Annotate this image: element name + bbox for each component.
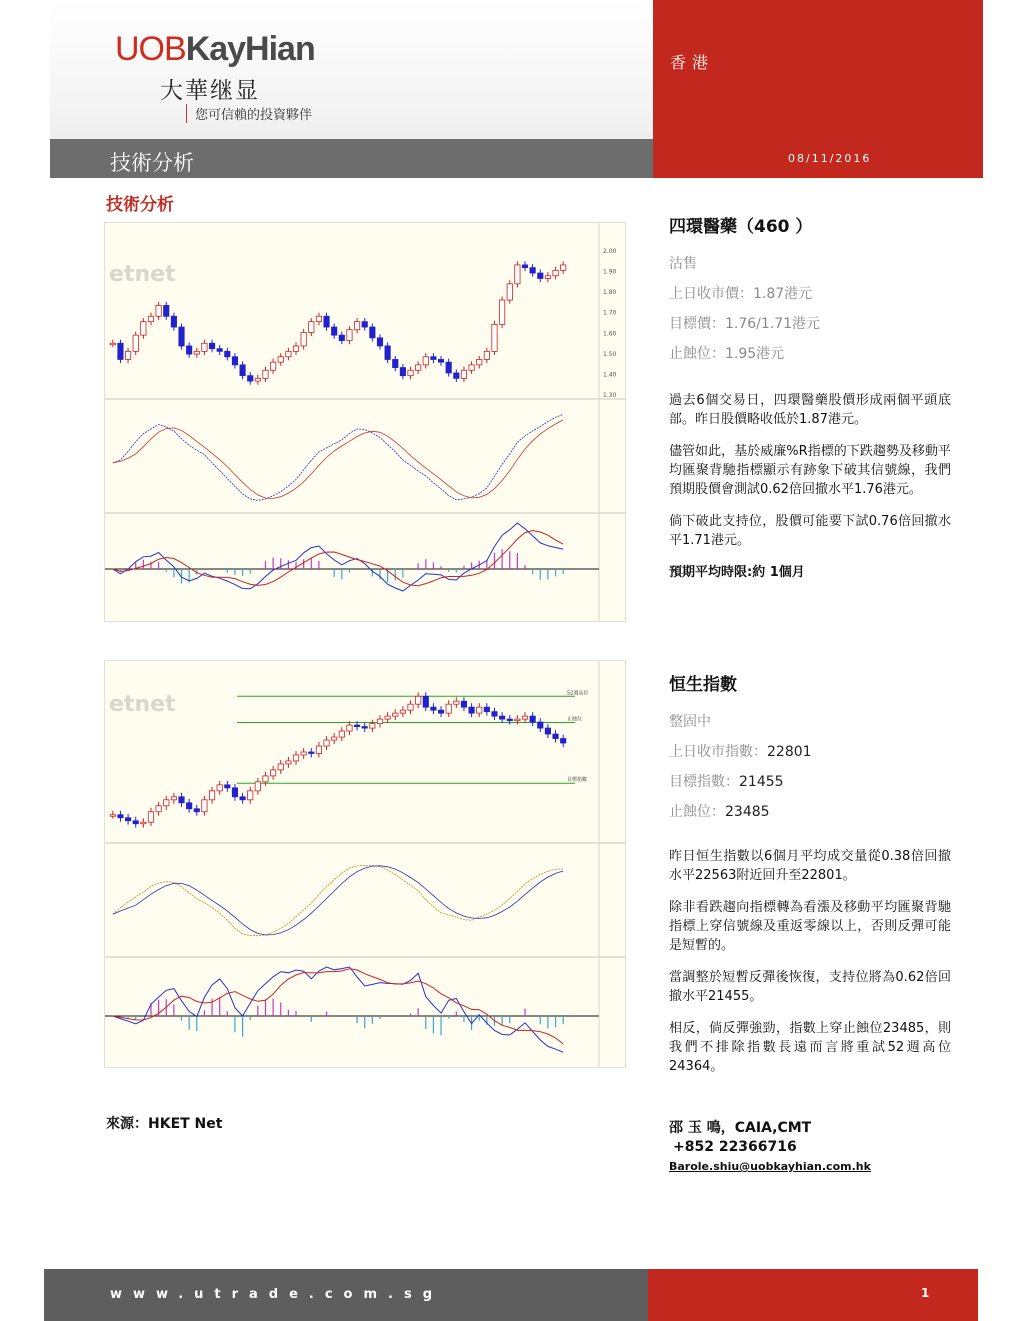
candle-body <box>492 324 497 351</box>
stock1-target <box>669 309 951 339</box>
logo-chinese-name: 大華继显 <box>160 78 260 104</box>
stock1-panel <box>669 212 951 595</box>
candle-body <box>225 351 230 356</box>
stock1-close-label: 上日收市價： <box>669 286 753 302</box>
stock2-target-value: 21455 <box>739 774 784 790</box>
candle-body <box>538 273 543 278</box>
y-tick-label: 1.80 <box>603 289 617 297</box>
candle-body <box>545 728 550 734</box>
candle-body <box>354 725 359 727</box>
candle-body <box>156 806 161 812</box>
logo-tagline: 您可信賴的投資夥伴 <box>186 104 312 123</box>
candle-body <box>561 265 566 270</box>
stock2-paragraph-2: 除非看跌趨向指標轉為看漲及移動平均匯聚背馳指標上穿信號線及重返零線以上，否則反彈可能是短暫的。 <box>669 900 951 953</box>
candle-body <box>125 351 130 359</box>
candle-body <box>225 785 230 788</box>
candle-body <box>561 739 566 743</box>
candle-body <box>332 327 337 335</box>
candle-body <box>530 716 535 722</box>
candle-body <box>454 373 459 378</box>
candle-body <box>217 349 222 352</box>
analyst-email-link[interactable]: Barole.shiu@uobkayhian.com.hk <box>669 1160 871 1173</box>
left-section-title: 技術分析 <box>106 195 174 215</box>
candle-body <box>186 803 191 809</box>
macd-line <box>113 967 563 1052</box>
candle-body <box>538 722 543 728</box>
candle-body <box>431 357 436 360</box>
candle-body <box>248 376 253 381</box>
candle-body <box>522 716 527 719</box>
candle-body <box>141 822 146 824</box>
candle-body <box>530 268 535 273</box>
candle-body <box>553 270 558 275</box>
stock2-rating: 整固中 <box>669 714 711 730</box>
macd-signal-line <box>113 969 563 1044</box>
candle-body <box>461 370 466 378</box>
candle-body <box>400 710 405 713</box>
analyst-name: 邵 玉 鳴，CAIA,CMT <box>669 1120 812 1136</box>
candle-body <box>186 346 191 354</box>
stock1-paragraph-3: 倘下破此支持位，股價可能要下試0.76倍回撤水平1.71港元。 <box>669 514 951 548</box>
candle-body <box>499 716 504 719</box>
candle-body <box>339 335 344 340</box>
candle-body <box>347 330 352 341</box>
candle-body <box>446 704 451 713</box>
candle-body <box>248 791 253 800</box>
candle-body <box>347 725 352 731</box>
candle-body <box>118 343 123 359</box>
y-tick-label: 2.00 <box>603 248 617 255</box>
stock2-panel <box>669 670 951 1089</box>
candle-body <box>484 351 489 359</box>
company-logo <box>115 30 315 69</box>
analyst-contact <box>669 1119 871 1176</box>
candle-body <box>477 707 482 713</box>
candle-body <box>507 719 512 721</box>
candle-body <box>461 701 466 707</box>
candle-body <box>270 362 275 370</box>
candle-body <box>209 791 214 800</box>
candle-body <box>293 346 298 351</box>
candle-body <box>309 322 314 333</box>
stock2-stop <box>669 797 951 827</box>
stock1-close <box>669 279 951 309</box>
stock1-rating: 沽售 <box>669 256 697 272</box>
candle-body <box>270 770 275 776</box>
stock2-close-label: 上日收市指數： <box>669 744 767 760</box>
candle-body <box>286 761 291 764</box>
candle-body <box>507 284 512 300</box>
stock1-paragraph-2: 儘管如此，基於威廉%R指標的下跌趨勢及移動平均匯聚背馳指標顯示有跡象下破其信號線，我們預期股價會測試0.62倍回撤水平1.76港元。 <box>669 444 951 497</box>
y-tick-label: 1.90 <box>603 268 617 276</box>
stock1-close-value: 1.87港元 <box>753 286 813 302</box>
candle-body <box>179 327 184 346</box>
candle-body <box>370 327 375 338</box>
candle-body <box>110 343 115 345</box>
candle-body <box>217 785 222 791</box>
logo-kayhian-text: KayHian <box>185 30 315 68</box>
stock2-close <box>669 737 951 767</box>
candle-body <box>499 300 504 324</box>
y-tick-label: 1.70 <box>603 309 617 317</box>
candle-body <box>431 707 436 710</box>
hsi-chart-svg <box>105 661 625 1067</box>
candle-body <box>278 357 283 362</box>
candle-body <box>385 346 390 360</box>
candle-body <box>522 265 527 268</box>
stock2-stop-value: 23485 <box>725 804 770 820</box>
candle-body <box>240 797 245 800</box>
candle-body <box>469 707 474 713</box>
candle-body <box>255 782 260 791</box>
candle-body <box>454 701 459 704</box>
candle-body <box>148 316 153 321</box>
candle-body <box>316 746 321 753</box>
candle-body <box>362 322 367 327</box>
candle-body <box>553 734 558 738</box>
candle-body <box>324 316 329 327</box>
candle-body <box>164 800 169 806</box>
candle-body <box>408 704 413 710</box>
candle-body <box>148 812 153 822</box>
candle-body <box>171 316 176 327</box>
stock2-stop-label: 止蝕位： <box>669 804 725 820</box>
stock2-paragraph-3: 當調整於短暫反彈後恢復，支持位將為0.62倍回撤水平21455。 <box>669 970 951 1004</box>
candle-body <box>393 713 398 716</box>
source-note: 來源：HKET Net <box>106 1116 223 1132</box>
candle-body <box>301 332 306 346</box>
candle-body <box>263 370 268 378</box>
stock2-target-label: 目標指數： <box>669 774 739 790</box>
candle-body <box>362 727 367 729</box>
header-date: 08/11/2016 <box>788 152 872 165</box>
candle-body <box>515 719 520 721</box>
candle-body <box>423 696 428 707</box>
stock-chart-460 <box>104 222 626 622</box>
stock2-title: 恒生指數 <box>669 675 737 695</box>
stock1-title: 四環醫藥（460 ） <box>669 217 813 237</box>
candle-body <box>209 343 214 348</box>
logo-uob-text: UOB <box>115 30 186 68</box>
level-label-0: 52週高位 <box>567 690 589 697</box>
candle-body <box>415 696 420 704</box>
analyst-phone: +852 22366716 <box>673 1139 797 1155</box>
y-tick-label: 1.60 <box>603 330 617 338</box>
candle-body <box>438 359 443 362</box>
candle-body <box>286 351 291 356</box>
stock2-paragraph-4: 相反，倘反彈強勁，指數上穿止蝕位23485，則我們不排除指數長遠而言將重試52週高位24364。 <box>669 1021 951 1074</box>
oscillator-signal-line <box>113 420 563 499</box>
candle-body <box>377 719 382 723</box>
candle-body <box>469 365 474 370</box>
candle-body <box>232 357 237 365</box>
footer-website-link[interactable]: www.utrade.com.sg <box>110 1287 444 1302</box>
candle-body <box>385 716 390 719</box>
candle-body <box>118 815 123 818</box>
candle-body <box>309 752 314 754</box>
section-bar-title: 技術分析 <box>110 151 194 175</box>
candle-body <box>393 359 398 367</box>
y-tick-label: 1.50 <box>603 350 617 358</box>
stock1-stop-value: 1.95港元 <box>725 346 785 362</box>
y-tick-label: 1.40 <box>603 371 617 379</box>
candle-body <box>446 362 451 373</box>
candle-body <box>293 755 298 761</box>
candle-body <box>125 818 130 821</box>
macd-signal-line <box>113 531 563 586</box>
candle-body <box>515 265 520 284</box>
macd-line <box>113 523 563 591</box>
candle-body <box>301 752 306 755</box>
candle-body <box>332 737 337 740</box>
stock1-timeframe: 預期平均時限:約 1個月 <box>669 565 805 580</box>
candle-body <box>415 365 420 370</box>
header-city: 香港 <box>670 53 715 72</box>
stock1-target-label: 目標價： <box>669 316 725 332</box>
candle-body <box>202 800 207 812</box>
candle-body <box>133 821 138 824</box>
stock2-close-value: 22801 <box>767 744 812 760</box>
candle-body <box>194 351 199 354</box>
candle-body <box>232 788 237 797</box>
level-label-1: 止蝕位 <box>567 716 583 723</box>
chart-watermark: etnet <box>109 262 176 287</box>
candle-body <box>438 710 443 713</box>
candle-body <box>141 322 146 336</box>
candle-body <box>255 378 260 381</box>
candle-body <box>171 797 176 800</box>
candle-body <box>477 359 482 364</box>
stock1-stop <box>669 339 951 369</box>
level-label-2: 目標指數 <box>567 777 588 784</box>
candle-body <box>339 731 344 737</box>
candle-body <box>423 357 428 365</box>
candle-body <box>133 335 138 351</box>
page-number: 1 <box>921 1286 930 1300</box>
stock-chart-460-svg <box>105 223 625 621</box>
candle-body <box>156 305 161 316</box>
candle-body <box>545 276 550 279</box>
candle-body <box>240 365 245 376</box>
candle-body <box>164 305 169 316</box>
candle-body <box>370 724 375 728</box>
candle-body <box>324 740 329 746</box>
stock2-paragraph-1: 昨日恒生指數以6個月平均成交量從0.38倍回撤水平22563附近回升至22801。 <box>669 849 951 883</box>
candle-body <box>316 316 321 321</box>
candle-body <box>194 809 199 812</box>
stock2-target <box>669 767 951 797</box>
candle-body <box>400 368 405 376</box>
candle-body <box>354 322 359 330</box>
candle-body <box>263 776 268 782</box>
oscillator-line <box>113 865 563 935</box>
candle-body <box>377 338 382 346</box>
stock1-paragraph-1: 過去6個交易日，四環醫藥股價形成兩個平頭底部。昨日股價略收低於1.87港元。 <box>669 393 951 427</box>
candle-body <box>202 343 207 351</box>
candle-body <box>278 764 283 770</box>
candle-body <box>484 707 489 711</box>
candle-body <box>179 797 184 803</box>
stock1-target-value: 1.76/1.71港元 <box>725 316 821 332</box>
chart-watermark: etnet <box>109 692 176 717</box>
y-tick-label: 1.30 <box>603 392 617 399</box>
candle-body <box>110 815 115 817</box>
candle-body <box>492 712 497 716</box>
candle-body <box>408 370 413 375</box>
stock1-stop-label: 止蝕位： <box>669 346 725 362</box>
hsi-chart <box>104 660 626 1068</box>
